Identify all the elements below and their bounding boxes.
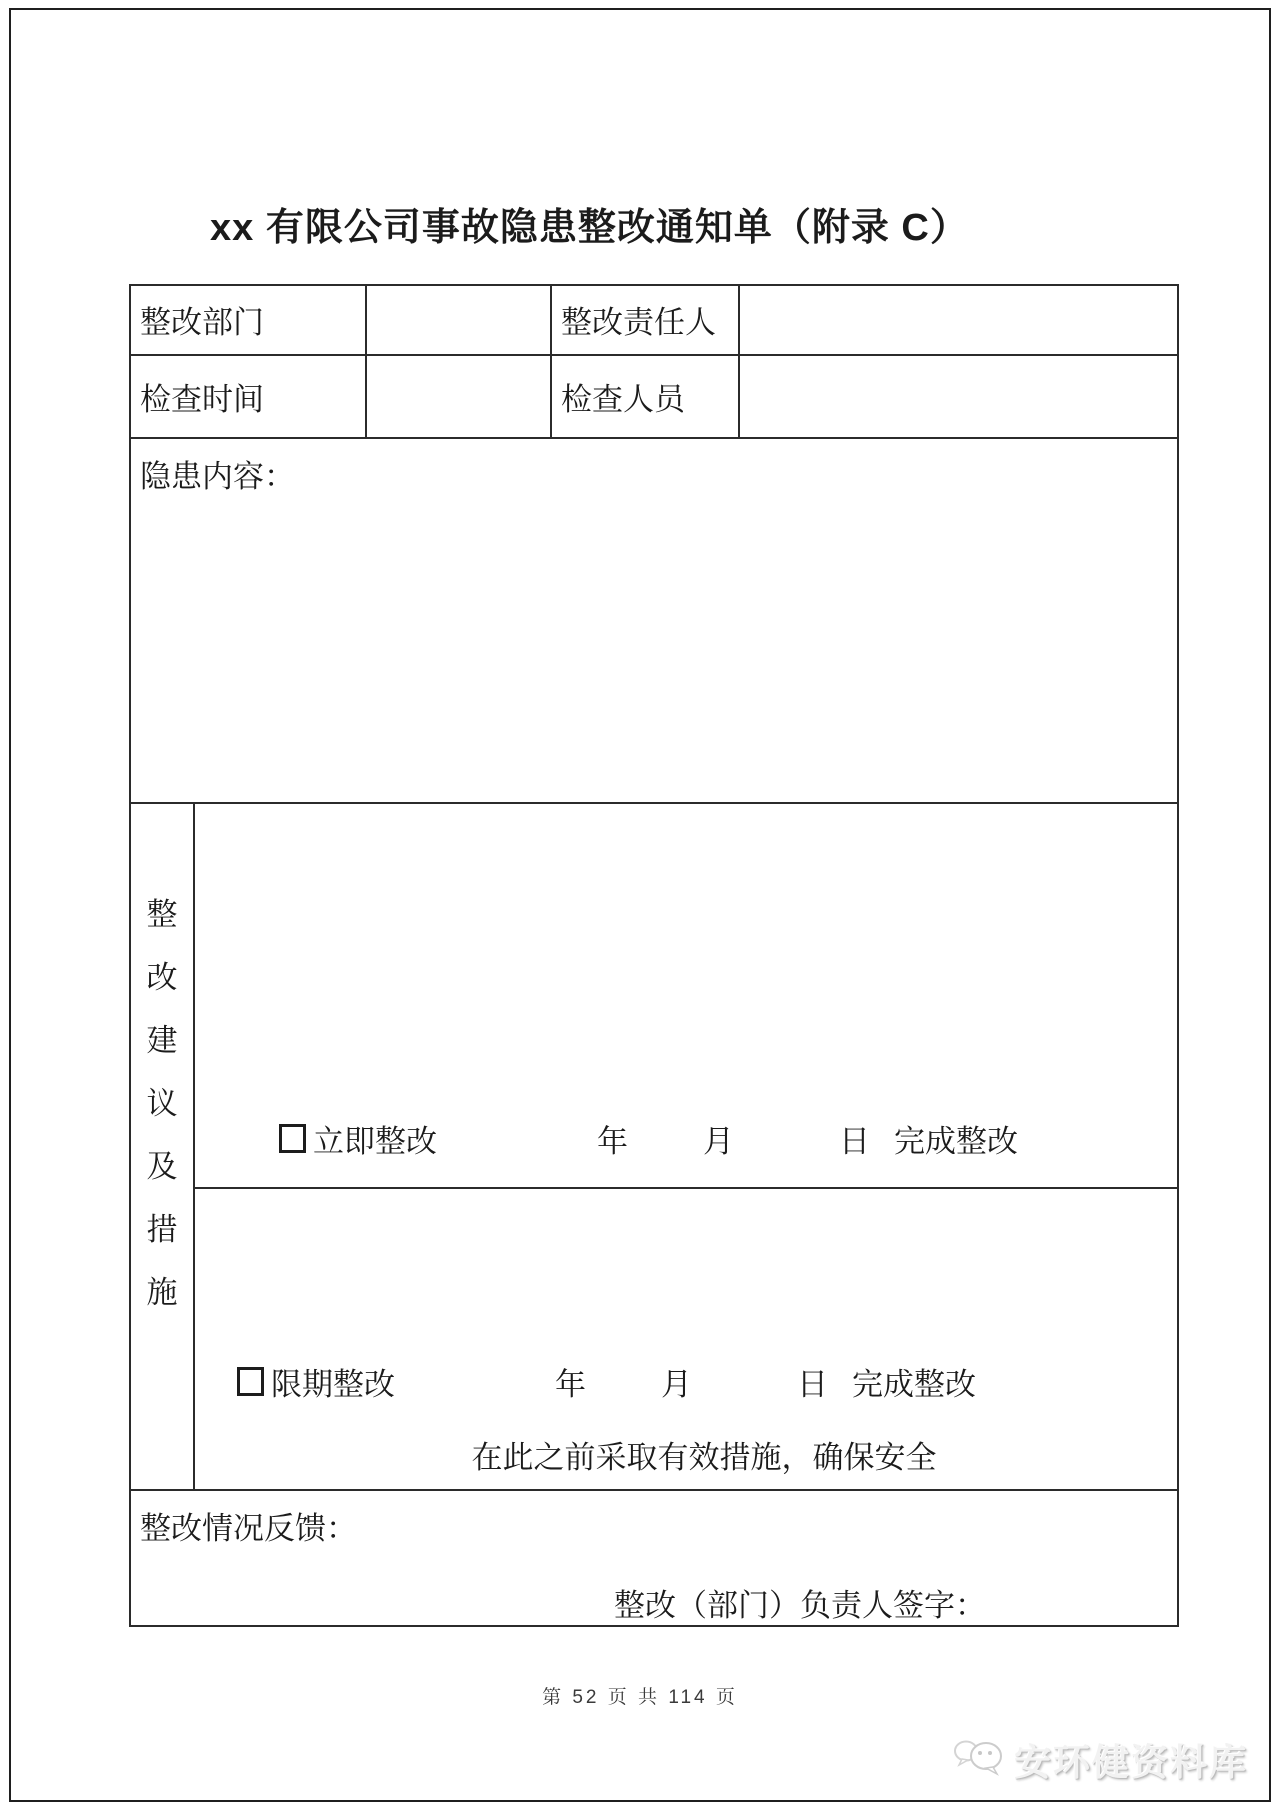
immediate-rectify-checkbox[interactable] [279, 1124, 306, 1153]
month-label: 月 [661, 1367, 692, 1402]
feedback-field[interactable] [131, 1491, 1177, 1625]
page-number: 第 52 页 共 114 页 [542, 1687, 738, 1708]
day-label: 日 [797, 1367, 828, 1402]
rectify-options-area [195, 804, 1177, 1489]
month-label: 月 [703, 1123, 734, 1159]
rectify-responsible-person-label: 整改责任人 [552, 286, 740, 354]
side-label-char: 整 [146, 897, 178, 933]
wechat-icon [952, 1734, 1010, 1785]
immediate-rectify-option [237, 1116, 1018, 1161]
side-label-char: 施 [146, 1275, 178, 1311]
safety-measures-note: 在此之前采取有效措施，确保安全 [471, 1440, 937, 1475]
year-label: 年 [555, 1367, 586, 1402]
document-title: xx 有限公司事故隐患整改通知单（附录 C） [210, 207, 969, 249]
table-row [131, 356, 1177, 439]
table-row [131, 286, 1177, 356]
year-label: 年 [597, 1123, 628, 1159]
day-label: 日 [839, 1123, 870, 1159]
inspection-time-field[interactable] [367, 356, 552, 437]
feedback-label: 整改情况反馈： [140, 1511, 357, 1546]
immediate-rectify-cell [195, 804, 1177, 1189]
deadline-rectify-checkbox[interactable] [237, 1367, 264, 1396]
rectify-department-field[interactable] [367, 286, 552, 354]
immediate-rectify-label: 立即整改 [313, 1123, 437, 1159]
side-label-char: 议 [146, 1086, 178, 1122]
inspection-time-label: 检查时间 [131, 356, 367, 437]
signature-label: 整改（部门）负责人签字： [614, 1588, 986, 1623]
rectify-suggestions-side-label [131, 804, 195, 1489]
inspectors-label: 检查人员 [552, 356, 740, 437]
side-label-char: 改 [146, 960, 178, 996]
rectify-suggestions-row [131, 804, 1177, 1491]
side-label-char: 措 [146, 1212, 178, 1248]
hazard-content-label: 隐患内容： [140, 458, 295, 494]
hazard-content-field[interactable] [131, 439, 1177, 804]
brand-watermark [952, 1732, 1248, 1786]
side-label-char: 及 [146, 1149, 178, 1185]
inspectors-field[interactable] [740, 356, 1177, 437]
deadline-rectify-label: 限期整改 [271, 1367, 395, 1402]
deadline-rectify-option [195, 1359, 1177, 1404]
rectification-notice-table [129, 284, 1179, 1627]
deadline-rectify-cell [195, 1189, 1177, 1489]
complete-rectify-label: 完成整改 [852, 1367, 976, 1402]
side-label-char: 建 [146, 1023, 178, 1059]
brand-name: 安环健资料库 [1014, 1742, 1248, 1783]
rectify-responsible-person-field[interactable] [740, 286, 1177, 354]
rectify-department-label: 整改部门 [131, 286, 367, 354]
complete-rectify-label: 完成整改 [894, 1123, 1018, 1159]
